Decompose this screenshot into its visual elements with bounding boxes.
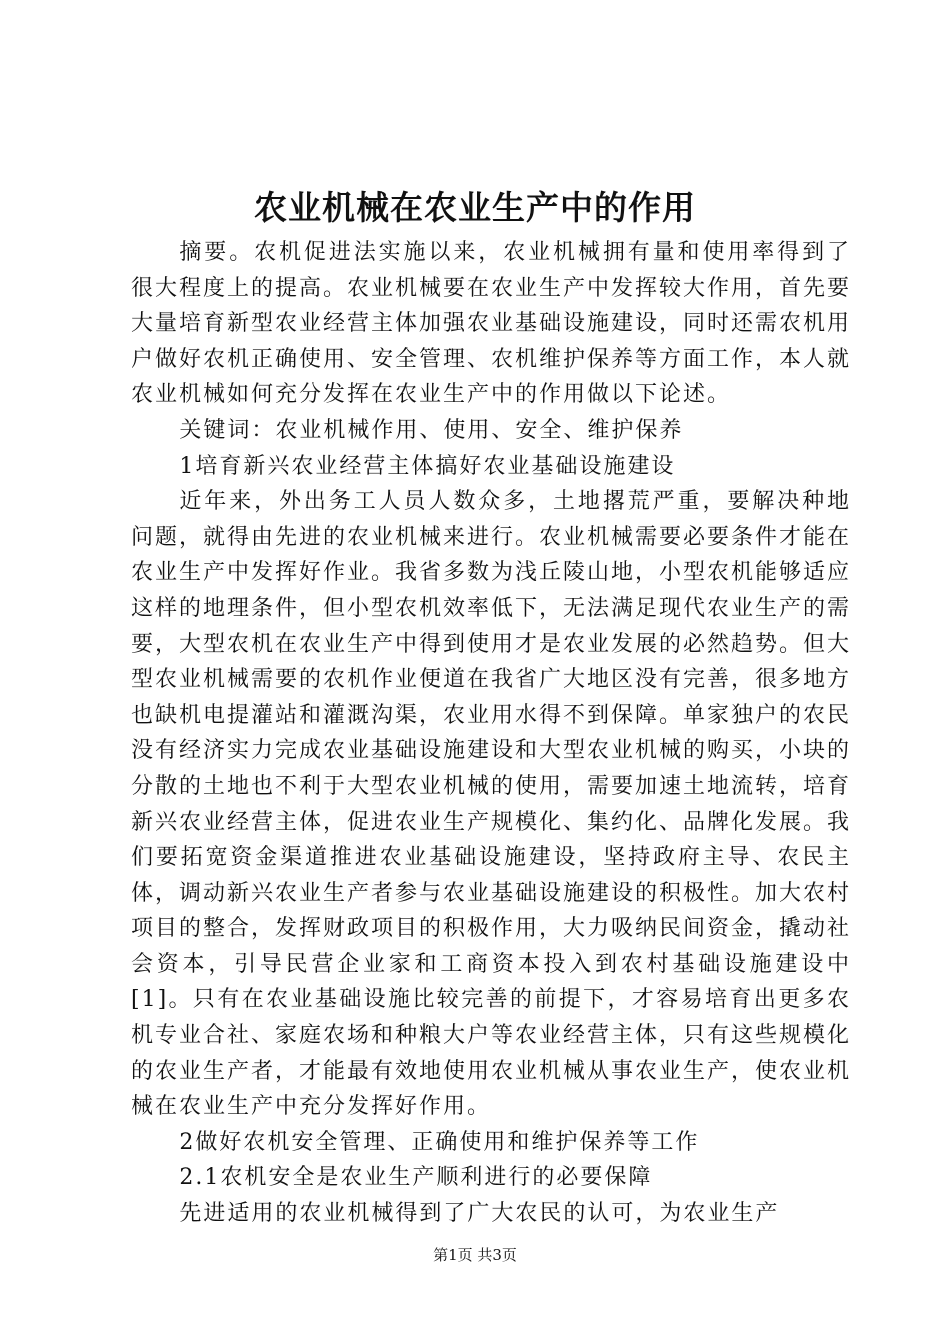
- keywords-line: 关键词：农业机械作用、使用、安全、维护保养: [179, 417, 684, 443]
- document-title: 农业机械在农业生产中的作用: [254, 188, 696, 227]
- section-1-heading: 1培育新兴农业经营主体搞好农业基础设施建设: [179, 453, 676, 479]
- page-footer: 第1页 共3页: [433, 1246, 517, 1264]
- section-2-1-heading: 2.1农机安全是农业生产顺利进行的必要保障: [179, 1165, 653, 1191]
- section-2-1-paragraph: 先进适用的农业机械得到了广大农民的认可，为农业生产: [179, 1201, 780, 1227]
- section-1-paragraph: 近年来，外出务工人员人数众多，土地撂荒严重，要解决种地问题，就得由先进的农业机械来进行。农业机械需要必要条件才能在农业生产中发挥好作业。我省多数为浅丘陵山地，小型农机能够适应这样的地理条件，但小型农机效率低下，无法满足现代农业生产的需要，大型农机在农业生产中得到使用才是农业发展的必然趋势。但大型农业机械需要的农机作业便道在我省广大地区没有完善，很多地方也缺机电提灌站和灌溉沟渠，农业用水得不到保障。单家独户的农民没有经济实力完成农业基础设施建设和大型农业机械的购买，小块的分散的土地也不利于大型农业机械的使用，需要加速土地流转，培育新兴农业经营主体，促进农业生产规模化、集约化、品牌化发展。我们要拓宽资金渠道推进农业基础设施建设，坚持政府主导、农民主体，调动新兴农业生产者参与农业基础设施建设的积极性。加大农村项目的整合，发挥财政项目的积极作用，大力吸纳民间资金，撬动社会资本，引导民营企业家和工商资本投入到农村基础设施建设中[1]。只有在农业基础设施比较完善的前提下，才容易培育出更多农机专业合社、家庭农场和种粮大户等农业经营主体，只有这些规模化的农业生产者，才能最有效地使用农业机械从事农业生产，使农业机械在农业生产中充分发挥好作用。: [131, 489, 852, 1120]
- section-2-heading: 2做好农机安全管理、正确使用和维护保养等工作: [179, 1129, 700, 1155]
- document-body: [131, 235, 851, 1232]
- abstract-paragraph: 摘要。农机促进法实施以来，农业机械拥有量和使用率得到了很大程度上的提高。农业机械要在农业生产中发挥较大作用，首先要大量培育新型农业经营主体加强农业基础设施建设，同时还需农机用户做好农机正确使用、安全管理、农机维护保养等方面工作，本人就农业机械如何充分发挥在农业生产中的作用做以下论述。: [131, 240, 852, 408]
